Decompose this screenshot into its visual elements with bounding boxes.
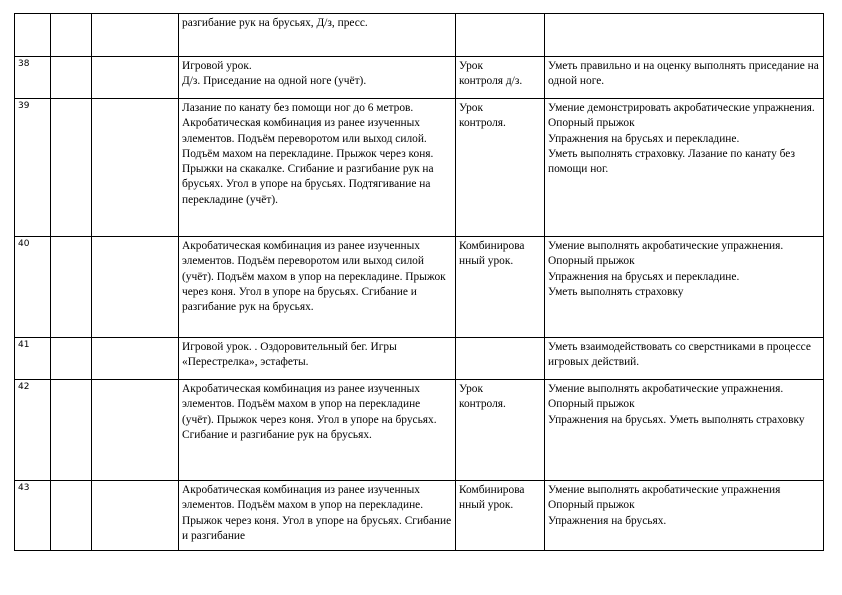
- date-plan-cell: [51, 380, 92, 481]
- date-plan-cell: [51, 338, 92, 380]
- requirements-text: Умение выполнять акробатические упражнения. Опорный прыжок Упражнения на брусьях и перекладине. Уметь выполнять страховку: [548, 240, 784, 298]
- requirements-cell: [545, 380, 824, 481]
- lesson-number-cell: 39: [15, 99, 51, 237]
- lesson-type-cell: [456, 237, 545, 338]
- lesson-type-cell: [456, 99, 545, 237]
- lesson-number-cell: 42: [15, 380, 51, 481]
- date-plan-cell: [51, 237, 92, 338]
- lesson-content-text: Лазание по канату без помощи ног до 6 метров. Акробатическая комбинация из ранее изученных элементов. Подъём переворотом или выход силой. Подъём махом на перекладине. Прыжок через коня. Прыжки на скакалке. Сгибание и разгибание рук на брусьях. Угол в упоре на брусьях. Подтягивание на перекладине (учёт).: [182, 102, 434, 206]
- lesson-type-cell: [456, 57, 545, 99]
- lesson-number-cell: 38: [15, 57, 51, 99]
- date-fact-cell: [92, 14, 179, 57]
- lesson-content-text: Акробатическая комбинация из ранее изученных элементов. Подъём махом в упор на перекладине (учёт). Прыжок через коня. Угол в упоре на брусьях. Сгибание и разгибание рук на брусьях.: [182, 383, 437, 441]
- lesson-type-text: Урок контроля д/з.: [459, 60, 523, 88]
- date-plan-cell: [51, 57, 92, 99]
- table-row: [15, 380, 824, 481]
- requirements-cell: [545, 481, 824, 551]
- requirements-cell: [545, 338, 824, 380]
- lesson-content-cell: [179, 14, 456, 57]
- lesson-type-text: Комбинирова нный урок.: [459, 240, 525, 268]
- lesson-content-cell: [179, 99, 456, 237]
- date-fact-cell: [92, 57, 179, 99]
- date-fact-cell: [92, 338, 179, 380]
- date-plan-cell: [51, 14, 92, 57]
- requirements-cell: [545, 14, 824, 57]
- requirements-cell: [545, 237, 824, 338]
- requirements-text: Уметь взаимодействовать со сверстниками в процессе игровых действий.: [548, 341, 811, 369]
- table-row: [15, 338, 824, 380]
- requirements-text: Уметь правильно и на оценку выполнять приседание на одной ноге.: [548, 60, 819, 88]
- lesson-content-cell: [179, 380, 456, 481]
- lesson-content-text: Игровой урок. Д/з. Приседание на одной ноге (учёт).: [182, 60, 367, 88]
- requirements-text: Умение демонстрировать акробатические упражнения. Опорный прыжок Упражнения на брусьях и перекладине. Уметь выполнять страховку. Лазание по канату без помощи ног.: [548, 102, 815, 176]
- lesson-number-cell: [15, 14, 51, 57]
- date-plan-cell: [51, 99, 92, 237]
- lesson-type-cell: [456, 380, 545, 481]
- table-row: [15, 481, 824, 551]
- lesson-plan-table: [14, 13, 824, 551]
- lesson-content-text: Игровой урок. . Оздоровительный бег. Игры «Перестрелка», эстафеты.: [182, 341, 397, 369]
- lesson-type-text: Урок контроля.: [459, 102, 506, 130]
- lesson-content-text: разгибание рук на брусьях, Д/з, пресс.: [182, 17, 368, 29]
- table-row: [15, 14, 824, 57]
- date-fact-cell: [92, 237, 179, 338]
- lesson-content-text: Акробатическая комбинация из ранее изученных элементов. Подъём махом в упор на перекладине. Прыжок через коня. Угол в упоре на брусьях. Сгибание и разгибание: [182, 484, 452, 542]
- lesson-content-text: Акробатическая комбинация из ранее изученных элементов. Подъём переворотом или выход силой (учёт). Подъём махом в упор на перекладине. Прыжок через коня. Угол в упоре на брусьях. Сгибание и разгибание рук на брусьях.: [182, 240, 446, 314]
- lesson-number-cell: 41: [15, 338, 51, 380]
- date-plan-cell: [51, 481, 92, 551]
- lesson-content-cell: [179, 481, 456, 551]
- date-fact-cell: [92, 380, 179, 481]
- lesson-type-cell: [456, 14, 545, 57]
- date-fact-cell: [92, 481, 179, 551]
- table-row: [15, 99, 824, 237]
- lesson-number-cell: 40: [15, 237, 51, 338]
- lesson-type-cell: [456, 338, 545, 380]
- date-fact-cell: [92, 99, 179, 237]
- lesson-type-text: Урок контроля.: [459, 383, 506, 411]
- table-row: [15, 237, 824, 338]
- table-row: [15, 57, 824, 99]
- lesson-type-cell: [456, 481, 545, 551]
- lesson-content-cell: [179, 57, 456, 99]
- requirements-text: Умение выполнять акробатические упражнения Опорный прыжок Упражнения на брусьях.: [548, 484, 781, 527]
- lesson-content-cell: [179, 237, 456, 338]
- lesson-type-text: Комбинирова нный урок.: [459, 484, 525, 512]
- lesson-number-cell: 43: [15, 481, 51, 551]
- requirements-cell: [545, 57, 824, 99]
- requirements-cell: [545, 99, 824, 237]
- lesson-content-cell: [179, 338, 456, 380]
- requirements-text: Умение выполнять акробатические упражнения. Опорный прыжок Упражнения на брусьях. Уметь выполнять страховку: [548, 383, 805, 426]
